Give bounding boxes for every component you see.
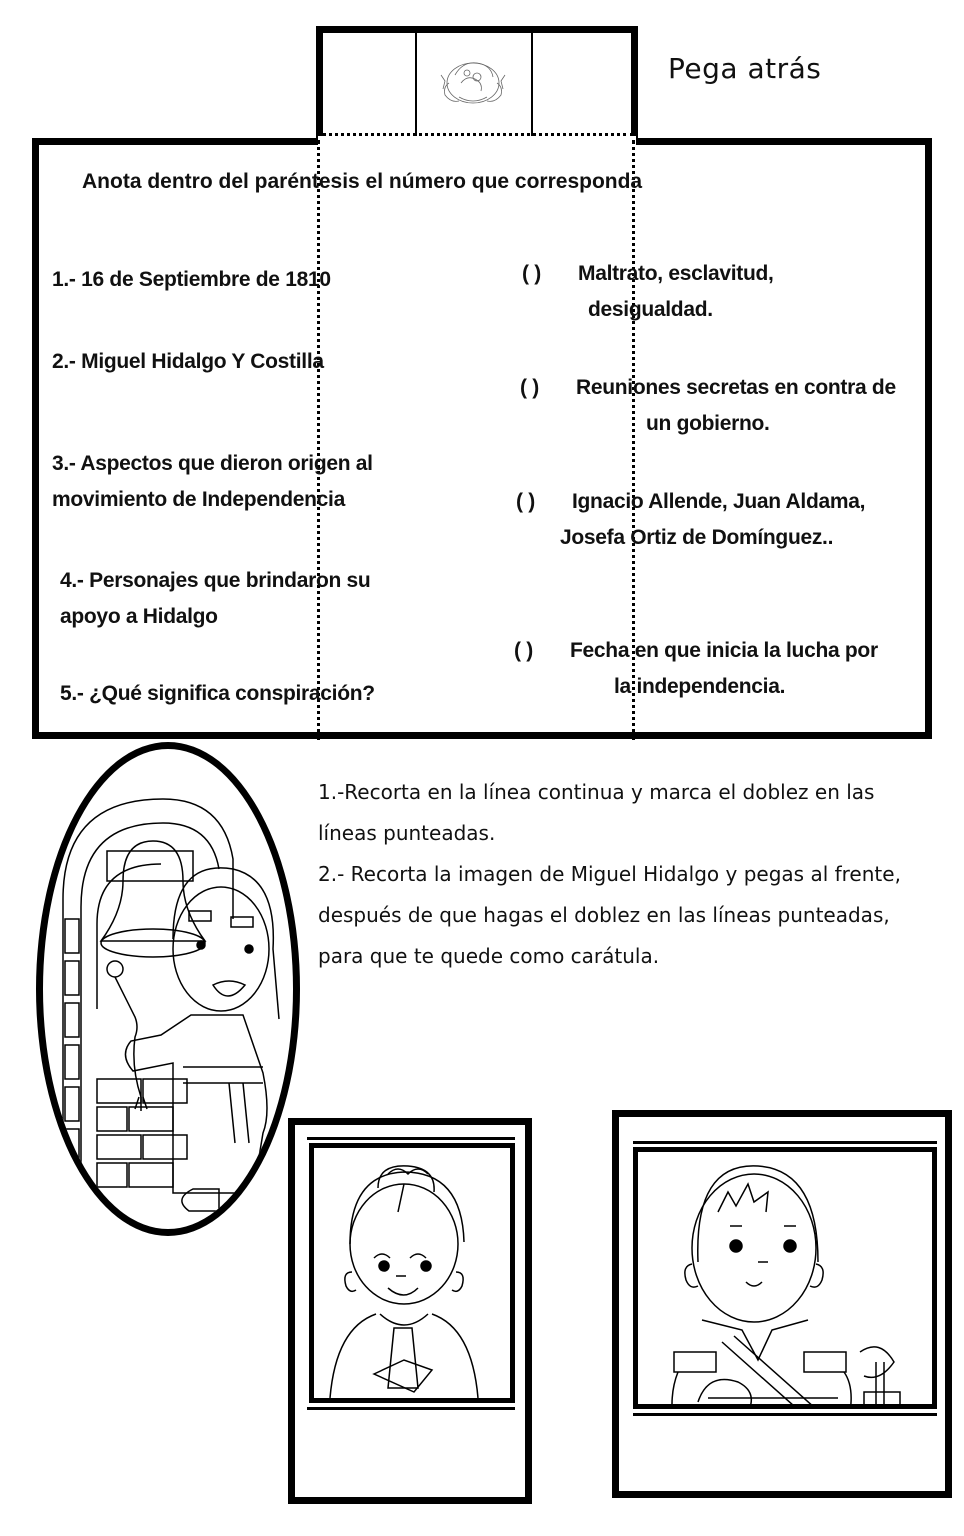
question-5 (60, 676, 375, 712)
answer-blank[interactable]: ( ) (516, 490, 535, 513)
answer-3 (516, 484, 865, 556)
question-text: 2.- Miguel Hidalgo Y Costilla (52, 350, 324, 373)
answer-4 (514, 633, 878, 705)
answer-blank[interactable]: ( ) (522, 262, 541, 285)
flag-panel-right (533, 33, 631, 138)
hidalgo-oval-cutout (36, 742, 300, 1236)
flag-panel-left (323, 33, 417, 138)
answer-blank[interactable]: ( ) (520, 376, 539, 399)
question-text-cont: movimiento de Independencia (52, 488, 345, 511)
instruction-step-2: 2.- Recorta la imagen de Miguel Hidalgo y pegas al frente, después de que hagas el doblez en las líneas punteadas, para que te quede como carátula. (318, 862, 901, 968)
fold-line-left (317, 140, 320, 740)
question-1 (52, 262, 331, 298)
frame-rule (307, 1137, 515, 1140)
frame-rule (633, 1141, 937, 1144)
portrait-frame-right (612, 1110, 952, 1498)
portrait-frame-left (288, 1118, 532, 1504)
paste-behind-note: Pega atrás (668, 52, 822, 85)
tab-junction (318, 136, 636, 145)
frame-rule (633, 1413, 937, 1416)
flag-tab (316, 26, 638, 138)
question-4 (60, 563, 370, 635)
question-2 (52, 344, 324, 380)
answer-1 (522, 256, 774, 328)
answer-text: Fecha en que inicia la lucha por (570, 639, 878, 662)
question-3 (52, 446, 373, 518)
portrait-inner-frame (309, 1143, 515, 1403)
answer-text: Ignacio Allende, Juan Aldama, (572, 490, 866, 513)
mexican-coat-of-arms-icon (431, 53, 515, 109)
exercise-heading: Anota dentro del paréntesis el número que corresponda (82, 170, 643, 193)
hidalgo-bell-illustration (43, 749, 293, 1229)
answer-text-cont: un gobierno. (646, 412, 770, 435)
answer-text-cont: Josefa Ortiz de Domínguez.. (560, 526, 834, 549)
frame-rule (307, 1407, 515, 1410)
portrait-inner-frame (633, 1147, 937, 1409)
question-text-cont: apoyo a Hidalgo (60, 605, 218, 628)
ignacio-allende-illustration (638, 1152, 932, 1404)
instructions (318, 772, 918, 977)
answer-blank[interactable]: ( ) (514, 639, 533, 662)
answer-2 (520, 370, 896, 442)
answer-text: Reuniones secretas en contra de (576, 376, 896, 399)
answer-text: Maltrato, esclavitud, (578, 262, 774, 285)
answer-text-cont: la independencia. (614, 675, 786, 698)
answer-text-cont: desigualdad. (588, 298, 713, 321)
question-text: 1.- 16 de Septiembre de 1810 (52, 268, 331, 291)
question-text: 5.- ¿Qué significa conspiración? (60, 682, 375, 705)
instruction-step-1: 1.-Recorta en la línea continua y marca el doblez en las líneas punteadas. (318, 780, 875, 845)
josefa-ortiz-illustration (314, 1148, 510, 1398)
question-text: 3.- Aspectos que dieron origen al (52, 452, 373, 475)
question-text: 4.- Personajes que brindaron su (60, 569, 371, 592)
flag-panel-center (417, 33, 533, 138)
